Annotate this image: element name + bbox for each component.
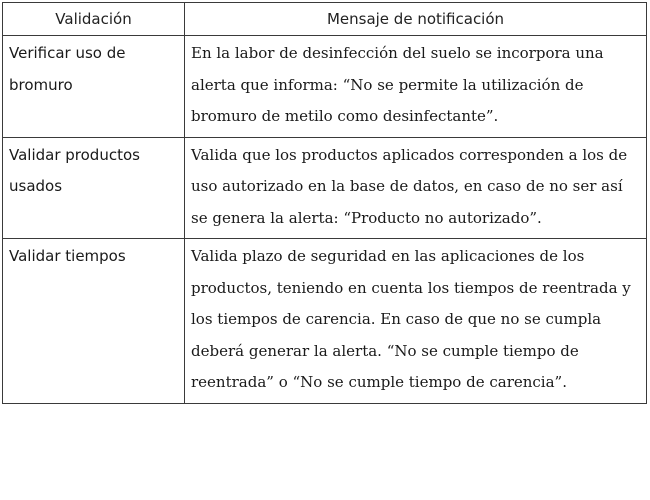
- message-cell: Valida plazo de seguridad en las aplicaciones de los productos, teniendo en cuenta los tiempos de reentrada y los tiempos de carencia. En caso de que no se cumpla deberá generar la alerta. “No se cumple tiempo de reentrada” o “No se cumple tiempo de carencia”.: [185, 239, 647, 404]
- header-validation: Validación: [3, 3, 185, 36]
- header-notification-message: Mensaje de notificación: [185, 3, 647, 36]
- table-row: [3, 36, 647, 138]
- validation-cell: Verificar uso de bromuro: [3, 36, 185, 138]
- table-header-row: [3, 3, 647, 36]
- validation-cell: Validar productos usados: [3, 137, 185, 239]
- validation-table: [2, 2, 647, 404]
- table-row: [3, 239, 647, 404]
- message-cell: Valida que los productos aplicados corresponden a los de uso autorizado en la base de datos, en caso de no ser así se genera la alerta: “Producto no autorizado”.: [185, 137, 647, 239]
- validation-cell: Validar tiempos: [3, 239, 185, 404]
- message-cell: En la labor de desinfección del suelo se incorpora una alerta que informa: “No se permite la utilización de bromuro de metilo como desinfectante”.: [185, 36, 647, 138]
- table-row: [3, 137, 647, 239]
